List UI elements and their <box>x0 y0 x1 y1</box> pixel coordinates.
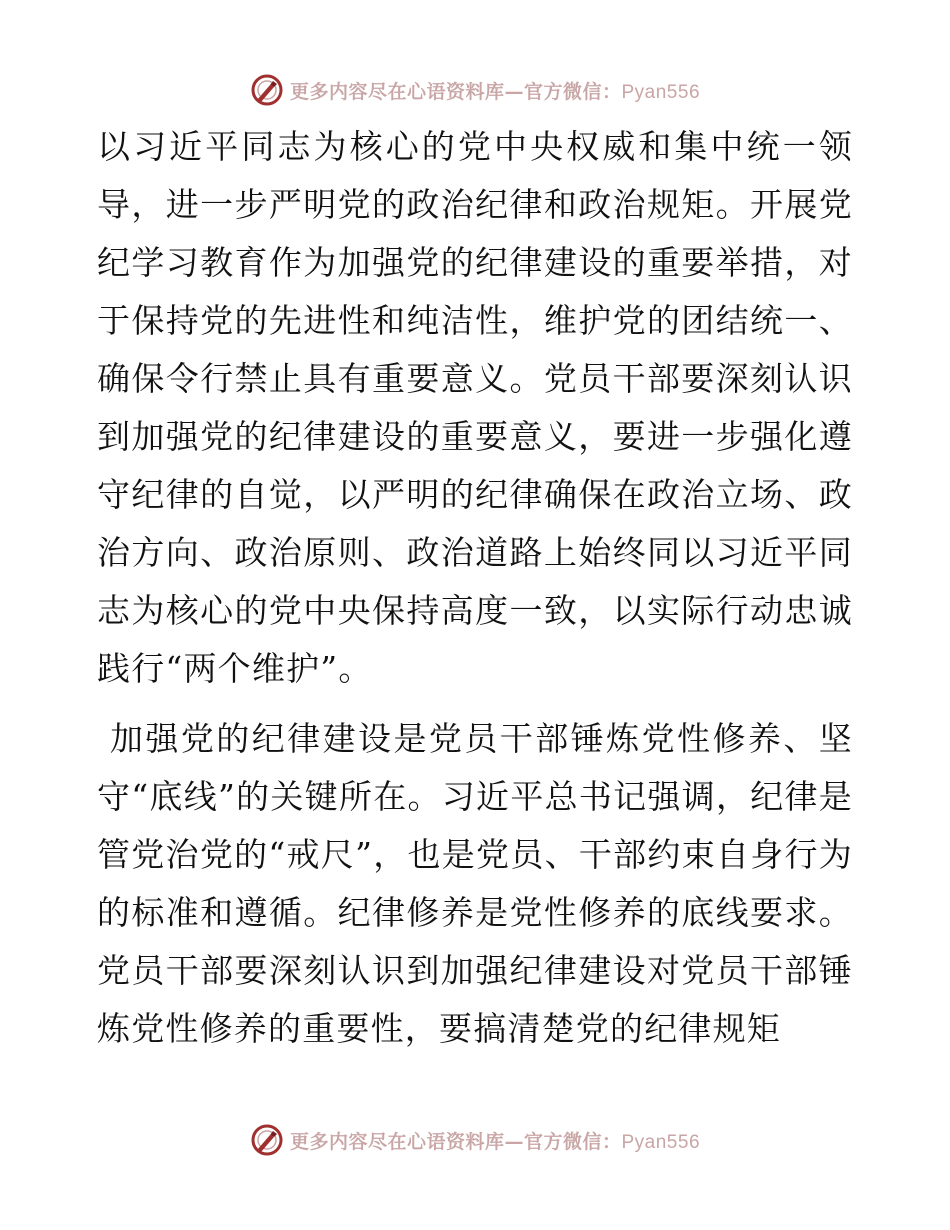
paragraph-2: 加强党的纪律建设是党员干部锤炼党性修养、坚守“底线”的关键所在。习近平总书记强调，纪律是管党治党的“戒尺”，也是党员、干部约束自身行为的标准和遵循。纪律修养是党性修养的底线要求。党员干部要深刻认识到加强纪律建设对党员干部锤炼党性修养的重要性，要搞清楚党的纪律规矩 <box>97 719 853 1048</box>
footer-watermark <box>0 1120 950 1160</box>
paragraph-1: 以习近平同志为核心的党中央权威和集中统一领导，进一步严明党的政治纪律和政治规矩。开展党纪学习教育作为加强党的纪律建设的重要举措，对于保持党的先进性和纯洁性，维护党的团结统一、确保令行禁止具有重要意义。党员干部要深刻认识到加强党的纪律建设的重要意义，要进一步强化遵守纪律的自觉，以严明的纪律确保在政治立场、政治方向、政治原则、政治道路上始终同以习近平同志为核心的党中央保持高度一致，以实际行动忠诚践行“两个维护”。 <box>97 127 853 688</box>
pen-circle-logo-icon <box>250 1123 284 1157</box>
watermark-brand: 更多内容尽在心语资料库—官方微信： <box>289 1130 622 1153</box>
watermark-text <box>290 77 700 104</box>
document-body <box>97 118 853 1058</box>
watermark-wechat-id: Pyan556 <box>621 1131 701 1153</box>
watermark-wechat-id: Pyan556 <box>621 81 701 103</box>
pen-circle-logo-icon <box>250 73 284 107</box>
header-watermark <box>0 70 950 110</box>
watermark-text <box>290 1127 700 1154</box>
watermark-brand: 更多内容尽在心语资料库—官方微信： <box>289 80 622 103</box>
